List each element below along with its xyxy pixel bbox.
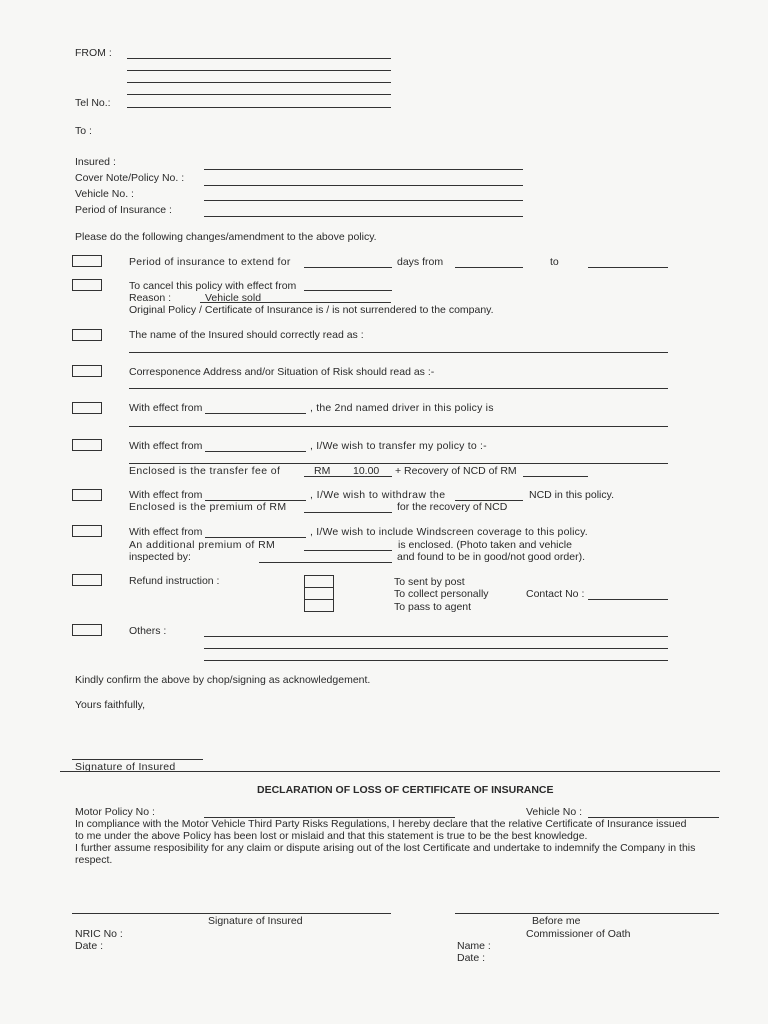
reason-value: Vehicle sold	[205, 292, 262, 304]
extend-text: Period of insurance to extend for	[129, 256, 291, 268]
extend-days-from: days from	[397, 256, 444, 268]
from-line-4[interactable]	[127, 94, 391, 95]
tel-line[interactable]	[127, 107, 391, 108]
windscreen-inspected: inspected by:	[129, 551, 191, 563]
yours-faithfully: Yours faithfully,	[75, 699, 146, 711]
extend-from-line[interactable]	[455, 267, 523, 268]
checkbox-withdraw[interactable]	[72, 489, 102, 501]
cover-note-label: Cover Note/Policy No. :	[75, 172, 185, 184]
others-line-2[interactable]	[204, 648, 668, 649]
reason-label: Reason :	[129, 292, 172, 304]
checkbox-refund-agent[interactable]	[304, 599, 334, 612]
motor-policy-label: Motor Policy No :	[75, 806, 155, 818]
checkbox-driver[interactable]	[72, 402, 102, 414]
transfer-fee-text: Enclosed is the transfer fee of	[129, 465, 281, 477]
transfer-fee-rm: RM	[314, 465, 331, 477]
windscreen-premium-line[interactable]	[304, 550, 392, 551]
name-label: Name :	[457, 940, 491, 952]
declaration-line-4: respect.	[75, 854, 113, 866]
vehicle-no-line[interactable]	[204, 200, 523, 201]
address-text: Corresponence Address and/or Situation of Risk should read as :-	[129, 366, 435, 378]
transfer-ncd-text: + Recovery of NCD of RM	[395, 465, 517, 477]
withdraw-prefix: With effect from	[129, 489, 203, 501]
driver-prefix: With effect from	[129, 402, 203, 414]
tel-label: Tel No.:	[75, 97, 111, 109]
withdraw-recovery: for the recovery of NCD	[397, 501, 508, 513]
others-line-1[interactable]	[204, 636, 668, 637]
cover-note-line[interactable]	[204, 185, 523, 186]
intro-text: Please do the following changes/amendment to the above policy.	[75, 231, 377, 243]
refund-choice-post: To sent by post	[394, 576, 465, 588]
windscreen-suffix: , I/We wish to include Windscreen coverage to this policy.	[310, 526, 588, 538]
checkbox-others[interactable]	[72, 624, 102, 636]
refund-choice-collect: To collect personally	[394, 588, 489, 600]
withdraw-premium-line[interactable]	[304, 512, 392, 513]
contact-line[interactable]	[588, 599, 668, 600]
withdraw-ncd: NCD in this policy.	[529, 489, 614, 501]
confirm-text: Kindly confirm the above by chop/signing as acknowledgement.	[75, 674, 371, 686]
checkbox-refund[interactable]	[72, 574, 102, 586]
period-label: Period of Insurance :	[75, 204, 172, 216]
from-line-3[interactable]	[127, 82, 391, 83]
commissioner-line[interactable]	[455, 913, 719, 914]
name-text: The name of the Insured should correctly read as :	[129, 329, 364, 341]
windscreen-prefix: With effect from	[129, 526, 203, 538]
from-line-1[interactable]	[127, 58, 391, 59]
driver-suffix: , the 2nd named driver in this policy is	[310, 402, 494, 414]
windscreen-date-line[interactable]	[205, 537, 306, 538]
checkbox-address[interactable]	[72, 365, 102, 377]
others-label: Others :	[129, 625, 167, 637]
decl-signature-line[interactable]	[72, 913, 391, 914]
windscreen-inspected-line[interactable]	[259, 562, 392, 563]
checkbox-transfer[interactable]	[72, 439, 102, 451]
transfer-suffix: , I/We wish to transfer my policy to :-	[310, 440, 487, 452]
contact-label: Contact No :	[526, 588, 585, 600]
reason-line[interactable]	[200, 302, 391, 303]
from-line-2[interactable]	[127, 70, 391, 71]
transfer-prefix: With effect from	[129, 440, 203, 452]
transfer-ncd-line[interactable]	[523, 476, 588, 477]
to-label: To :	[75, 125, 92, 137]
insured-line[interactable]	[204, 169, 523, 170]
checkbox-windscreen[interactable]	[72, 525, 102, 537]
others-line-3[interactable]	[204, 660, 668, 661]
withdraw-premium: Enclosed is the premium of RM	[129, 501, 287, 513]
transfer-date-line[interactable]	[205, 451, 306, 452]
extend-to-line[interactable]	[588, 267, 668, 268]
vehicle-no-label: Vehicle No. :	[75, 188, 134, 200]
from-label: FROM :	[75, 47, 112, 59]
driver-line[interactable]	[129, 426, 668, 427]
signature-line[interactable]	[72, 759, 203, 760]
period-line[interactable]	[204, 216, 523, 217]
transfer-fee-amount: 10.00	[353, 465, 380, 477]
checkbox-name[interactable]	[72, 329, 102, 341]
original-policy-text: Original Policy / Certificate of Insurance is / is not surrendered to the company.	[129, 304, 494, 316]
section-divider	[60, 771, 720, 772]
before-me: Before me	[532, 915, 581, 927]
decl-vehicle-no-label: Vehicle No :	[526, 806, 583, 818]
refund-label: Refund instruction :	[129, 575, 220, 587]
extend-to: to	[550, 256, 559, 268]
checkbox-extend[interactable]	[72, 255, 102, 267]
decl-signature-label: Signature of Insured	[208, 915, 303, 927]
windscreen-enclosed: is enclosed. (Photo taken and vehicle	[398, 539, 572, 551]
name-line[interactable]	[129, 352, 668, 353]
date-label: Date :	[75, 940, 104, 952]
cancel-text: To cancel this policy with effect from	[129, 280, 297, 292]
transfer-to-line[interactable]	[129, 463, 668, 464]
transfer-fee-line[interactable]	[304, 476, 392, 477]
windscreen-found: and found to be in good/not good order).	[397, 551, 585, 563]
windscreen-premium: An additional premium of RM	[129, 539, 276, 551]
checkbox-cancel[interactable]	[72, 279, 102, 291]
declaration-line-3: I further assume resposibility for any claim or dispute arising out of the lost Certificate and undertake to indemnify the Company in this	[75, 842, 696, 854]
date2-label: Date :	[457, 952, 486, 964]
insured-label: Insured :	[75, 156, 116, 168]
declaration-line-2: to me under the above Policy has been lost or mislaid and that this statement is true to be the best knowledge.	[75, 830, 588, 842]
extend-days-line[interactable]	[304, 267, 392, 268]
address-line[interactable]	[129, 388, 668, 389]
declaration-line-1: In compliance with the Motor Vehicle Third Party Risks Regulations, I hereby declare that the relative Certificate of Insurance issued	[75, 818, 687, 830]
nric-label: NRIC No :	[75, 928, 123, 940]
refund-choice-agent: To pass to agent	[394, 601, 472, 613]
signature-label: Signature of Insured	[75, 761, 176, 773]
declaration-title: DECLARATION OF LOSS OF CERTIFICATE OF INSURANCE	[257, 784, 554, 796]
withdraw-suffix: , I/We wish to withdraw the	[310, 489, 446, 501]
commissioner-label: Commissioner of Oath	[526, 928, 631, 940]
cancel-date-line[interactable]	[304, 290, 392, 291]
driver-date-line[interactable]	[205, 413, 306, 414]
